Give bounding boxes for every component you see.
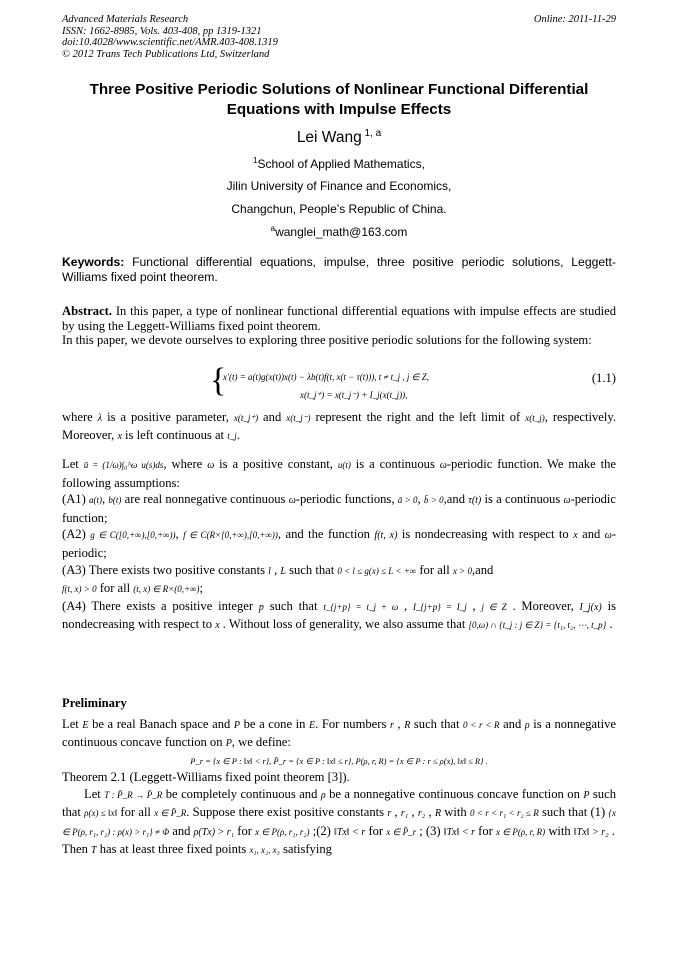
t: are real nonnegative continuous	[121, 492, 289, 507]
author-name: Lei Wang	[296, 129, 362, 147]
math-set: [0,ω) ∩ {t_j : j ∈ Z} = {t₁, t₂, ⋯, t_p}	[468, 620, 607, 631]
t: Let	[62, 457, 84, 471]
math-f0: f(t, x) > 0	[62, 584, 97, 595]
t: is a positive parameter,	[102, 410, 234, 424]
math-bt: b(t)	[108, 495, 122, 506]
t: -periodic function. We make the following assumptions:	[62, 457, 616, 490]
t: satisfying	[279, 842, 332, 856]
keywords	[62, 255, 616, 285]
t: ,	[466, 598, 482, 613]
equation-line-2: x(t_j⁺) = x(t_j⁻) + I_j(x(t_j)),	[300, 390, 408, 400]
t: (A3) There exists two positive constants	[62, 562, 269, 577]
math-rho: ρ	[524, 719, 530, 731]
equation-line-1: x′(t) = a(t)g(x(t))x(t) − λb(t)f(t, x(t − τ(t))), t ≠ t_j , j ∈ Z,	[223, 372, 430, 382]
preliminary-heading: Preliminary	[62, 696, 127, 710]
math-ut: u(t)	[337, 460, 351, 470]
math-xpr: x ∈ P̄_R	[154, 808, 187, 818]
t: ,	[425, 805, 435, 819]
cone-definitions: P_r = {x ∈ P : ‖x‖ < r}, P̄_r = {x ∈ P : ‖x‖ ≤ r}, P(ρ, r, R) = {x ∈ P : r ≤ ρ(x), ‖x‖ ≤ R} .	[190, 755, 488, 766]
t: and	[258, 410, 287, 424]
t: -periodic;	[62, 527, 617, 560]
t: and	[169, 823, 194, 838]
t: be a cone in	[240, 716, 310, 731]
math-xin: x ∈ P(ρ, r₁, r₂)	[255, 826, 310, 837]
affiliation-line-3: Changchun, People’s Republic of China.	[231, 202, 447, 216]
math-P: P	[233, 719, 241, 731]
math-tj: t_j	[227, 431, 237, 441]
title-line-2: Equations with Impulse Effects	[226, 101, 452, 118]
equation-brace: {	[210, 362, 227, 399]
t: is left continuous at	[121, 428, 228, 442]
math-omega: ω	[563, 495, 571, 507]
t: for all	[96, 581, 134, 596]
math-x: x	[117, 431, 122, 442]
t: be a nonnegative continuous concave function on	[325, 786, 584, 801]
math-P: P	[225, 738, 232, 749]
t: .	[236, 428, 240, 442]
t: is a continuous	[481, 492, 564, 507]
then-paragraph	[62, 841, 616, 860]
theorem-body	[62, 786, 616, 842]
t: such that	[285, 562, 338, 577]
math-omega: ω	[288, 495, 296, 507]
abstract	[62, 304, 616, 348]
math-E: E	[309, 719, 316, 731]
t: ,	[393, 716, 405, 731]
t: (A2)	[62, 527, 91, 542]
math-rho: ρ	[320, 789, 326, 801]
assumption-a1	[62, 491, 616, 526]
t: ,	[417, 492, 424, 507]
t: for all	[117, 805, 155, 819]
let-paragraph	[62, 456, 616, 491]
t: . Moreover,	[506, 598, 580, 613]
t: is a positive constant,	[214, 457, 338, 471]
math-ftx: f(t, x)	[374, 530, 398, 542]
t: such that	[410, 716, 464, 731]
preliminary-text	[62, 716, 616, 753]
math-p: p	[258, 601, 264, 613]
t: ;(2)	[309, 823, 335, 838]
t: ,	[398, 598, 414, 613]
t: Let	[62, 716, 83, 731]
aff-line1-text: School of Applied Mathematics,	[257, 157, 425, 171]
math-chain: 0 < r < r₁ < r₂ ≤ R	[469, 808, 539, 818]
t: , we define:	[231, 735, 291, 749]
math-r2: r₂	[417, 808, 426, 819]
t: , respectively. Moreover,	[62, 410, 617, 442]
math-omega: ω	[207, 460, 215, 471]
t: Then	[62, 842, 92, 856]
math-f: f ∈ C(R×[0,+∞),[0,+∞))	[183, 530, 278, 541]
math-R: R	[434, 808, 442, 819]
math-xin2: x ∈ P(ρ, r, R)	[496, 826, 546, 837]
math-tjp: t_{j+p} = t_j + ω	[323, 601, 399, 612]
math-rhox: ρ(x) ≤ ‖x‖	[84, 808, 118, 818]
math-P: P	[583, 789, 590, 801]
t: such that	[62, 786, 616, 819]
abstract-text-2: In this paper, we devote ourselves to exploring three positive periodic solutions for the following system:	[62, 333, 592, 347]
math-x: x	[573, 530, 578, 542]
math-jz: j ∈ Z	[481, 601, 507, 612]
t: such that	[263, 598, 324, 613]
math-x0: x > 0	[452, 565, 473, 576]
t: represent the right and the left limit of	[310, 410, 526, 424]
math-E: E	[82, 719, 89, 731]
assumption-a3	[62, 562, 616, 598]
t: ,and	[443, 492, 469, 507]
math-tx3: ‖Tx‖ > r₂	[573, 826, 609, 838]
math-ij: I_j(x)	[579, 601, 602, 613]
t: has at least three fixed points	[96, 842, 250, 856]
keywords-label: Keywords:	[62, 255, 125, 269]
math-tx2: ‖Tx‖ < r	[443, 826, 476, 838]
abstract-label: Abstract.	[62, 304, 113, 318]
issn-line: ISSN: 1662-8985, Vols. 403-408, pp 1319-1321	[62, 25, 262, 37]
math-T: T	[91, 845, 97, 856]
math-rR: 0 < r < R	[463, 719, 500, 730]
t: for all	[416, 562, 453, 577]
theorem-title: Theorem 2.1 (Leggett-Williams fixed point theorem [3]).	[62, 770, 350, 784]
affiliation-line-2: Jilin University of Finance and Economics,	[226, 179, 452, 193]
math-xtj-minus: x(t_j⁻)	[286, 413, 311, 423]
t: is a nonnegative continuous concave function on	[62, 716, 616, 749]
t: be completely continuous and	[162, 786, 321, 801]
lambda-symbol: λ	[97, 413, 103, 424]
t: .	[608, 823, 615, 838]
t: Let	[84, 786, 105, 801]
math-omega: ω	[604, 530, 612, 542]
assumptions-block	[62, 456, 616, 635]
t: is nondecreasing with respect to	[397, 527, 574, 542]
doi-line: doi:10.4028/www.scientific.net/AMR.403-408.1319	[62, 37, 278, 48]
t: (A1)	[62, 492, 90, 507]
t: for	[475, 823, 497, 838]
t: such that (1)	[538, 805, 609, 819]
math-r: r	[387, 808, 392, 819]
email-sup: a	[270, 224, 276, 233]
t: .	[606, 617, 613, 632]
t: ,	[102, 492, 109, 507]
t: ;	[199, 581, 203, 596]
preliminary-section	[62, 695, 616, 860]
t: ,	[175, 527, 184, 542]
math-bbar: b̄ > 0	[423, 495, 444, 506]
journal-header	[62, 14, 616, 60]
math-ineq: 0 < l ≤ g(x) ≤ L < +∞	[337, 565, 417, 576]
author-sup: 1, a	[364, 128, 382, 139]
t: , and the function	[277, 527, 375, 542]
abstract-text: In this paper, a type of nonlinear functional differential equations with impulse effects are studied by using the Leggett-Williams fixed point theorem.	[62, 304, 616, 333]
t: -periodic functions,	[295, 492, 398, 507]
author	[0, 128, 678, 147]
assumption-a4	[62, 598, 616, 635]
t: . For numbers	[315, 716, 390, 731]
author-email	[0, 224, 678, 239]
math-tau: τ(t)	[468, 495, 482, 507]
t: ,	[408, 805, 418, 819]
t: is a continuous	[350, 457, 440, 471]
math-R: R	[404, 719, 411, 731]
t: is nondecreasing with respect to	[62, 598, 616, 632]
math-abar: ā > 0	[397, 495, 418, 506]
equation-number: (1.1)	[591, 371, 616, 385]
t: with	[545, 823, 574, 838]
t: ,	[270, 562, 281, 577]
keywords-text: Functional differential equations, impulse, three positive periodic solutions, Leggett-Williams fixed point theorem.	[62, 255, 616, 284]
t: ,and	[472, 562, 494, 577]
t: where	[62, 410, 98, 424]
math-pts: x₁, x₂, x₃	[249, 845, 280, 855]
t: (A4) There exists a positive integer	[62, 598, 259, 613]
math-T: T : P̄_R → P̄_R	[104, 789, 163, 800]
math-rhotx: ρ(Tx) > r₁	[193, 826, 235, 838]
t: ; (3)	[416, 823, 444, 838]
title-line-1: Three Positive Periodic Solutions of Nonlinear Functional Differential	[89, 81, 589, 98]
math-dom: (t, x) ∈ R×(0,+∞)	[133, 584, 200, 595]
math-g: g ∈ C([0,+∞),[0,+∞))	[90, 530, 176, 541]
math-l: l	[268, 565, 271, 577]
math-omega: ω	[439, 460, 447, 471]
t: -periodic function;	[62, 492, 617, 525]
math-xpr2: x ∈ P̄_r	[386, 826, 417, 837]
math-tx1: ‖Tx‖ < r	[334, 826, 366, 838]
math-ubar: ū = (1/ω)∫₀^ω u(s)ds	[83, 460, 164, 470]
math-x: x	[215, 620, 220, 632]
copyright-line: © 2012 Trans Tech Publications Ltd, Switzerland	[62, 48, 270, 60]
paper-title	[60, 80, 618, 120]
journal-name: Advanced Materials Research	[62, 14, 189, 25]
math-xtj-plus: x(t_j⁺)	[233, 413, 259, 423]
assumption-a2	[62, 526, 616, 561]
t: be a real Banach space and	[88, 716, 234, 731]
t: . Suppose there exist positive constants	[186, 805, 388, 819]
affiliation-line-1	[0, 156, 678, 171]
math-r: r	[389, 719, 394, 731]
math-r1: r₁	[400, 808, 409, 819]
t: for	[365, 823, 387, 838]
aff-sup: 1	[253, 156, 258, 165]
t: and	[577, 527, 605, 542]
math-ijp: I_{j+p} = I_j	[413, 601, 467, 612]
online-date: Online: 2011-11-29	[533, 14, 616, 25]
math-set1: {x ∈ P(ρ, r₁, r₂) : ρ(x) > r₁} ≠ Φ	[62, 808, 616, 837]
t: ,	[391, 805, 401, 819]
t: with	[441, 805, 470, 819]
t: for	[234, 823, 256, 838]
where-paragraph	[62, 409, 616, 445]
t: , where	[163, 457, 208, 471]
email-text: wanglei_math@163.com	[275, 225, 408, 239]
math-L: L	[280, 565, 286, 577]
math-at: a(t)	[89, 495, 103, 506]
t: and	[499, 716, 525, 731]
math-xtj: x(t_j)	[525, 413, 545, 423]
t: . Without loss of generality, we also assume that	[219, 617, 469, 632]
